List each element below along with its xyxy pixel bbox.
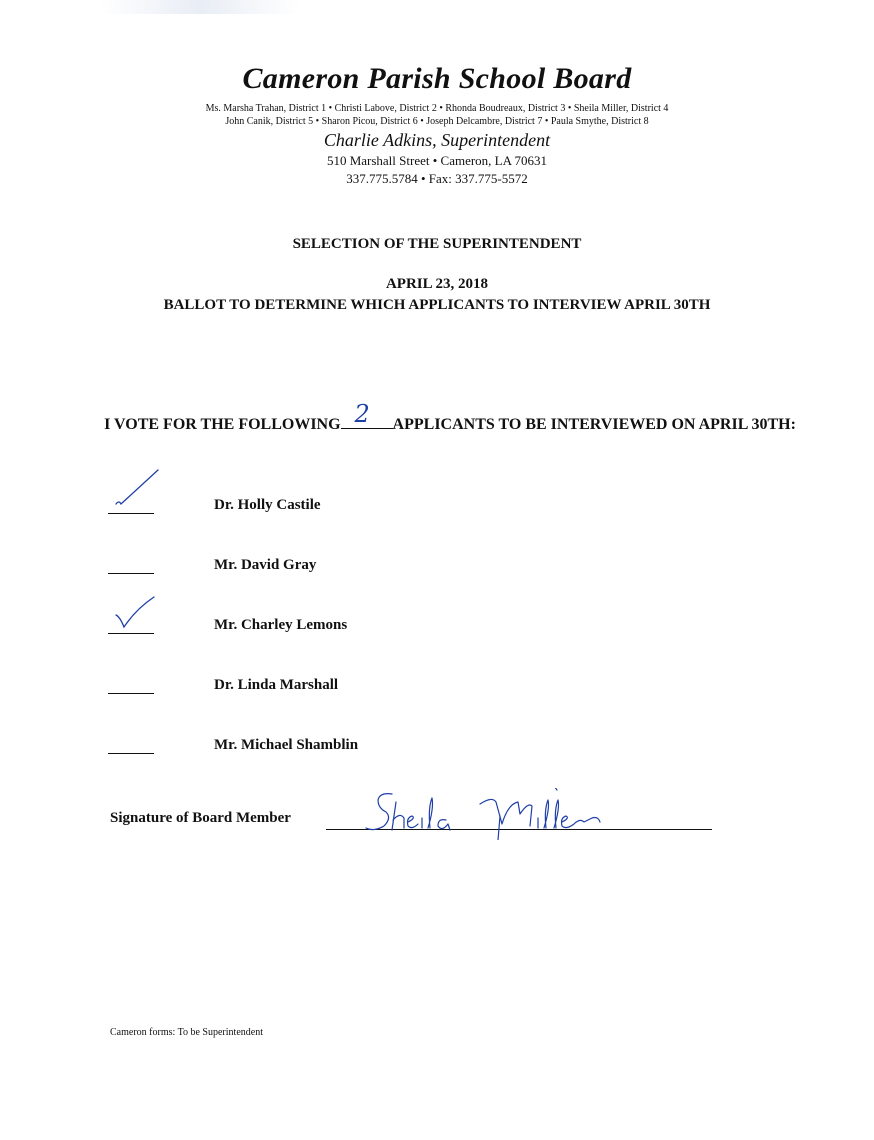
org-name: Cameron Parish School Board — [242, 62, 632, 95]
superintendent-name: Charlie Adkins, Superintendent — [323, 130, 551, 150]
candidate-name: Mr. Michael Shamblin — [214, 737, 359, 753]
scan-artifact — [100, 0, 300, 14]
candidate-name: Dr. Linda Marshall — [214, 677, 339, 693]
candidate-name: Dr. Holly Castile — [214, 497, 321, 513]
checkbox-line[interactable] — [108, 633, 154, 634]
form-footer: Cameron forms: To be Superintendent — [110, 1027, 263, 1038]
candidate-row — [108, 604, 708, 634]
ballot-subtitle: BALLOT TO DETERMINE WHICH APPLICANTS TO INTERVIEW APRIL 30TH — [163, 297, 711, 313]
address: 510 Marshall Street • Cameron, LA 70631 — [326, 153, 548, 168]
candidate-row — [108, 664, 708, 694]
handwritten-signature — [362, 788, 612, 840]
candidate-name: Mr. David Gray — [214, 557, 317, 573]
vote-count-field[interactable] — [341, 400, 393, 429]
candidate-name: Mr. Charley Lemons — [214, 617, 348, 633]
ballot-date: APRIL 23, 2018 — [385, 276, 489, 292]
checkbox-line[interactable] — [108, 513, 154, 514]
vote-instruction — [100, 400, 800, 435]
board-members-line-1: Ms. Marsha Trahan, District 1 • Christi Labove, District 2 • Rhonda Boudreaux, District 3 • Sheila Miller, District 4 — [205, 103, 669, 114]
checkbox-line[interactable] — [108, 753, 154, 754]
candidate-row — [108, 544, 708, 574]
phone-fax: 337.775.5784 • Fax: 337.775-5572 — [346, 171, 528, 186]
vote-prefix: I VOTE FOR THE FOLLOWING — [104, 416, 341, 433]
candidate-row — [108, 724, 708, 754]
checkbox-line[interactable] — [108, 573, 154, 574]
vote-suffix: APPLICANTS TO BE INTERVIEWED ON APRIL 30TH: — [392, 416, 796, 433]
checkmark-icon — [110, 468, 162, 512]
document-title: SELECTION OF THE SUPERINTENDENT — [292, 236, 582, 252]
signature-label: Signature of Board Member — [110, 810, 291, 826]
board-members-line-2: John Canik, District 5 • Sharon Picou, District 6 • Joseph Delcambre, District 7 • Paula Smythe, District 8 — [225, 116, 649, 127]
vote-count-value: 2 — [354, 400, 370, 428]
checkbox-line[interactable] — [108, 693, 154, 694]
candidate-row — [108, 484, 708, 514]
checkmark-icon — [110, 587, 162, 631]
